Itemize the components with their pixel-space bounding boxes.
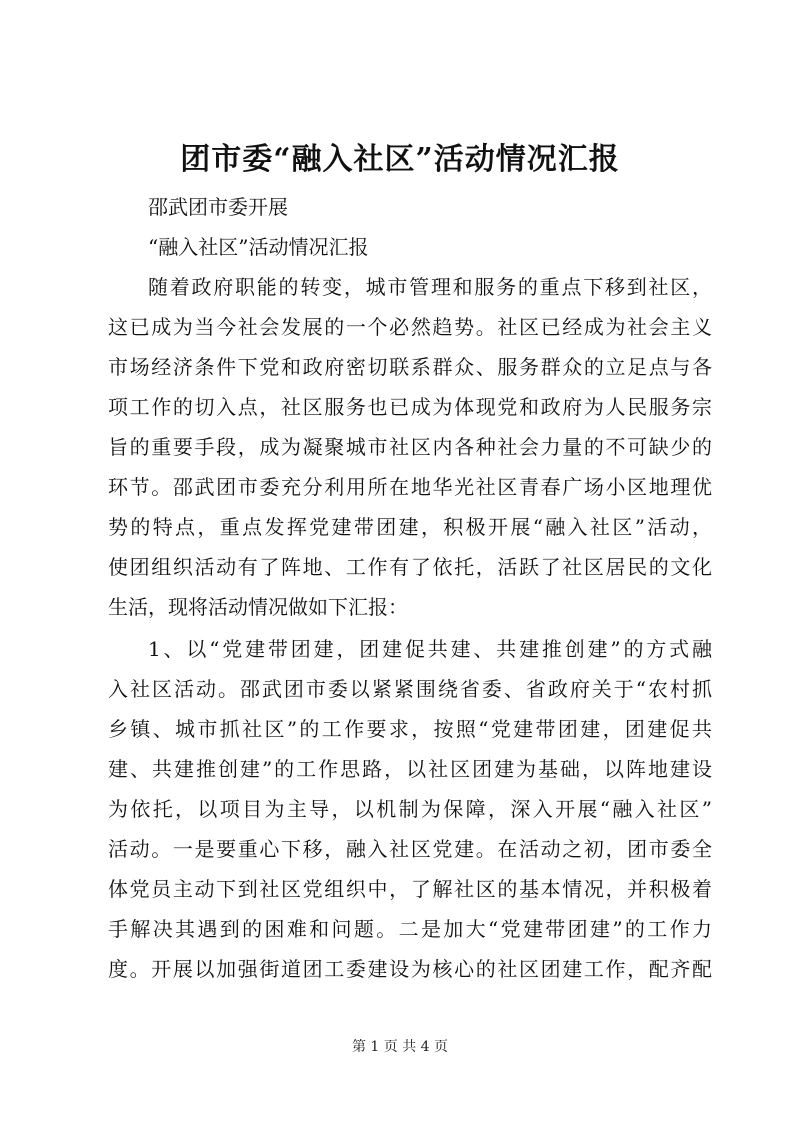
- paragraph-line: 乡镇、城市抓社区”的工作要求，按照“党建带团建，团建促共: [108, 717, 712, 741]
- paragraph-line: 1、以“党建带团建，团建促共建、共建推创建”的方式融: [148, 637, 712, 661]
- subtitle-line-1: 邵武团市委开展: [148, 195, 288, 219]
- paragraph-line: 环节。邵武团市委充分利用所在地华光社区青春广场小区地理优: [108, 475, 712, 499]
- paragraph-line: 旨的重要手段，成为凝聚城市社区内各种社会力量的不可缺少的: [108, 435, 712, 459]
- paragraph-line: 生活，现将活动情况做如下汇报：: [108, 595, 408, 619]
- paragraph-line: 手解决其遇到的困难和问题。二是加大“党建带团建”的工作力: [108, 917, 712, 941]
- subtitle-line-2: “融入社区”活动情况汇报: [148, 235, 369, 259]
- paragraph-line: 使团组织活动有了阵地、工作有了依托，活跃了社区居民的文化: [108, 555, 712, 579]
- paragraph-line: 势的特点，重点发挥党建带团建，积极开展“融入社区”活动，: [108, 515, 712, 539]
- paragraph-line: 市场经济条件下党和政府密切联系群众、服务群众的立足点与各: [108, 355, 712, 379]
- paragraph-line: 活动。一是要重心下移，融入社区党建。在活动之初，团市委全: [108, 837, 712, 861]
- paragraph-line: 项工作的切入点，社区服务也已成为体现党和政府为人民服务宗: [108, 395, 712, 419]
- page-number-footer: 第 1 页 共 4 页: [351, 1039, 449, 1055]
- document-title: 团市委“融入社区”活动情况汇报: [180, 142, 620, 177]
- paragraph-line: 随着政府职能的转变，城市管理和服务的重点下移到社区，: [148, 275, 712, 299]
- paragraph-line: 体党员主动下到社区党组织中，了解社区的基本情况，并积极着: [108, 877, 712, 901]
- paragraph-line: 这已成为当今社会发展的一个必然趋势。社区已经成为社会主义: [108, 315, 712, 339]
- paragraph-line: 入社区活动。邵武团市委以紧紧围绕省委、省政府关于“农村抓: [108, 677, 712, 701]
- paragraph-line: 建、共建推创建”的工作思路，以社区团建为基础，以阵地建设: [108, 757, 712, 781]
- paragraph-line: 度。开展以加强街道团工委建设为核心的社区团建工作，配齐配: [108, 957, 712, 981]
- paragraph-line: 为依托，以项目为主导，以机制为保障，深入开展“融入社区”: [108, 797, 712, 821]
